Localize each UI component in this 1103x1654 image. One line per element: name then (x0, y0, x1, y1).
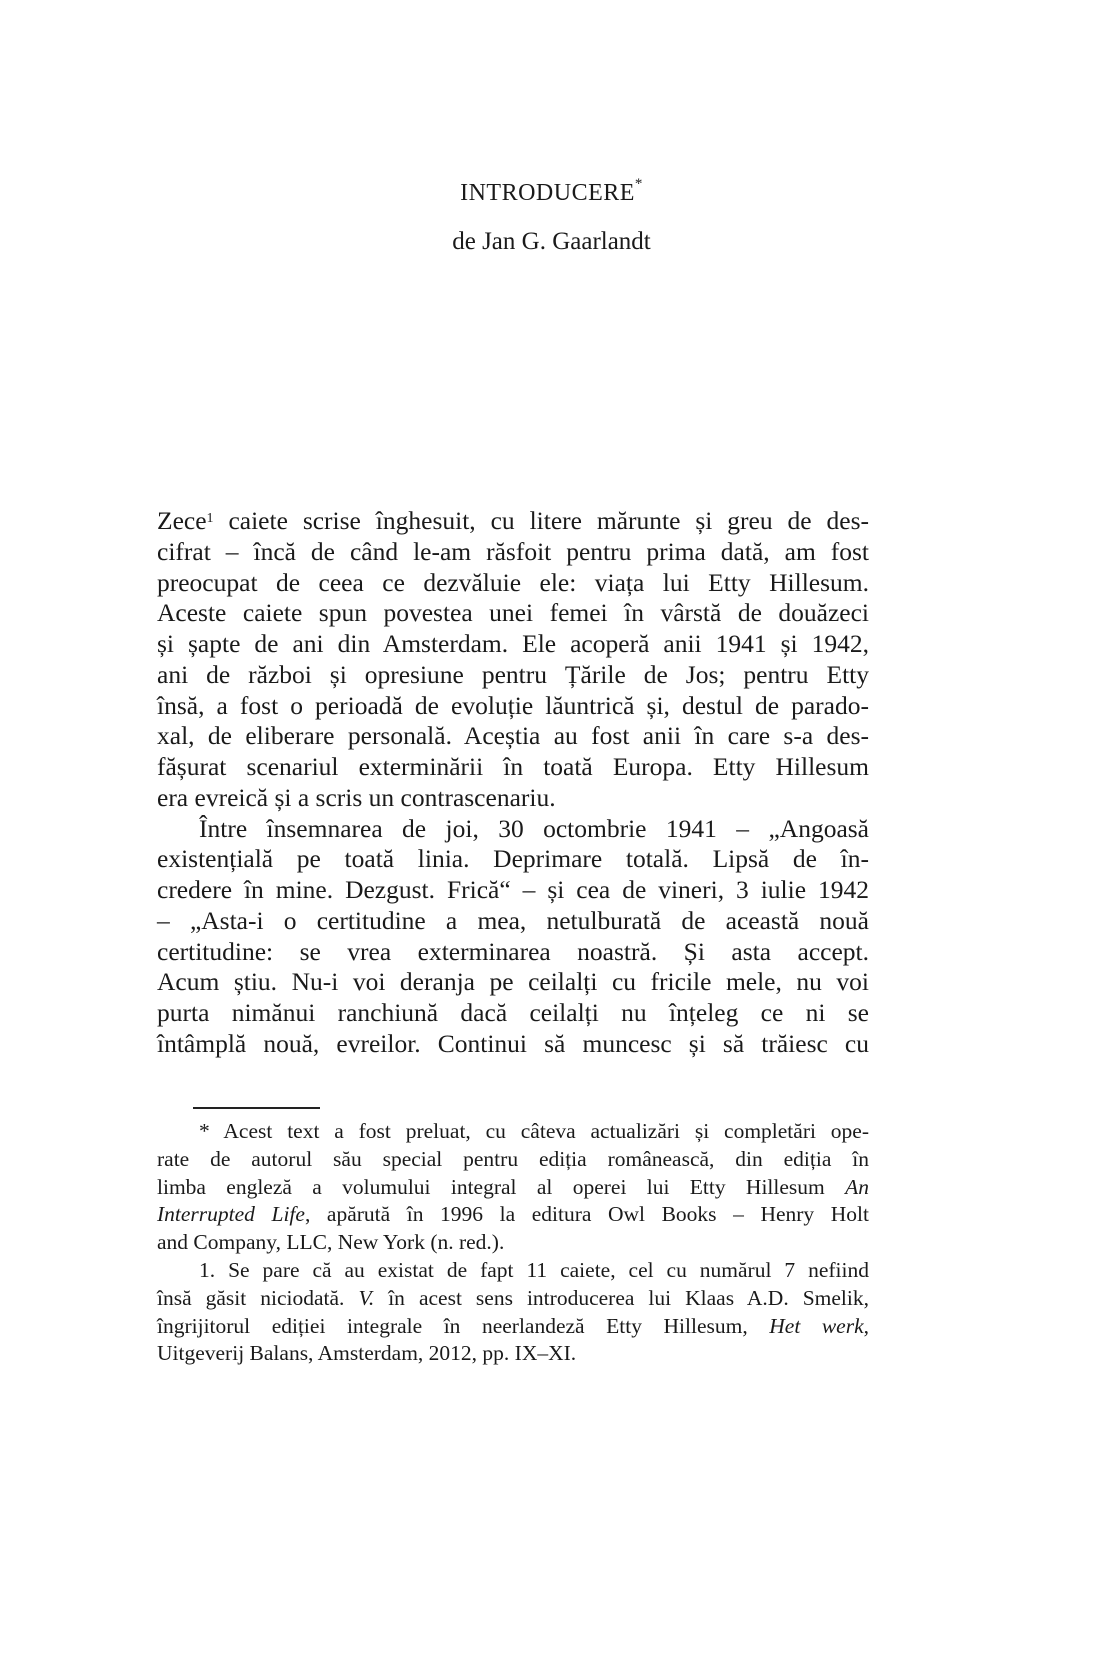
body-line: și șapte de ani din Amsterdam. Ele acoperă anii 1941 și 1942, (157, 629, 869, 658)
body-line: cifrat – încă de când le-am răsfoit pentru prima dată, am fost (157, 536, 869, 566)
book-title: Het werk (769, 1313, 864, 1338)
body-line: preocupat de ceea ce dezvăluie ele: viața lui Etty Hillesum. (157, 567, 869, 597)
body-line: existențială pe toată linia. Deprimare totală. Lipsă de în- (157, 844, 869, 874)
footnote-line (157, 1201, 869, 1229)
body-line: purta nimănui ranchiună dacă ceilalți nu înțeleg ce ni se (157, 998, 869, 1027)
first-word: Zece (157, 506, 207, 535)
body-line: xal, de eliberare personală. Aceștia au fost anii în care s-a des- (157, 721, 869, 751)
body-line: fășurat scenariul exterminării în toată Europa. Etty Hillesum (157, 752, 869, 781)
footnote-line (157, 1313, 869, 1341)
body-line: Aceste caiete spun povestea unei femei în vârstă de douăzeci (157, 598, 869, 628)
body-line: Între însemnarea de joi, 30 octombrie 1941 – „Angoasă (199, 813, 869, 843)
footnote-text: , (863, 1313, 869, 1338)
footnote-text: îngrijitorul ediției integrale în neerlandeză Etty Hillesum, (157, 1313, 770, 1338)
footnotes (157, 1118, 869, 1368)
book-title: Interrupted Life (157, 1202, 305, 1227)
footnote-line: * Acest text a fost preluat, cu câteva actualizări și completări ope- (199, 1119, 869, 1143)
chapter-author: de Jan G. Gaarlandt (452, 228, 651, 255)
footnote-line: 1. Se pare că au existat de fapt 11 caiete, cel cu numărul 7 nefiind (199, 1257, 869, 1282)
footnote-separator (193, 1107, 320, 1109)
body-line: ani de război și opresiune pentru Țările de Jos; pentru Etty (157, 659, 869, 689)
book-title: An (845, 1174, 869, 1199)
footnote-line (157, 1285, 869, 1313)
body-line: întâmplă nouă, evreilor. Continui să muncesc și să trăiesc cu (157, 1028, 869, 1058)
footnote-line (157, 1174, 869, 1202)
abbreviation: V. (358, 1285, 375, 1310)
footnote-text: în acest sens introducerea lui Klaas A.D. Smelik, (374, 1285, 869, 1310)
footnote-line: rate de autorul său special pentru ediția românească, din ediția în (157, 1146, 869, 1171)
body-line: – „Asta-i o certitudine a mea, netulburată de această nouă (157, 905, 869, 935)
chapter-title-text: INTRODUCERE (460, 180, 635, 206)
footnote-text: , apărută în 1996 la editura Owl Books – Henry Holt (304, 1202, 869, 1227)
body-line (157, 506, 869, 537)
body-line-text: caiete scrise înghesuit, cu litere mărunte și greu de des- (213, 506, 869, 535)
footnote-line: and Company, LLC, New York (n. red.). (157, 1230, 505, 1255)
footnote-ref: 1 (206, 511, 214, 526)
body-line: însă, a fost o perioadă de evoluție lăuntrică și, destul de parado- (157, 690, 869, 720)
footnote-text: însă găsit niciodată. (157, 1285, 359, 1310)
chapter-title (0, 176, 1103, 207)
body-line: certitudine: se vrea exterminarea noastră. Și asta accept. (157, 936, 869, 966)
body-text (157, 506, 869, 1060)
body-line: Acum știu. Nu-i voi deranja pe ceilalți cu fricile mele, nu voi (157, 967, 869, 997)
footnote-line: Uitgeverij Balans, Amsterdam, 2012, pp. IX–XI. (157, 1341, 577, 1366)
footnote-mark: * (634, 176, 643, 192)
body-line: era evreică și a scris un contrascenariu. (157, 782, 556, 812)
body-line: credere în mine. Dezgust. Frică“ – și cea de vineri, 3 iulie 1942 (157, 875, 869, 904)
footnote-text: limba engleză a volumului integral al operei lui Etty Hillesum (157, 1174, 846, 1199)
